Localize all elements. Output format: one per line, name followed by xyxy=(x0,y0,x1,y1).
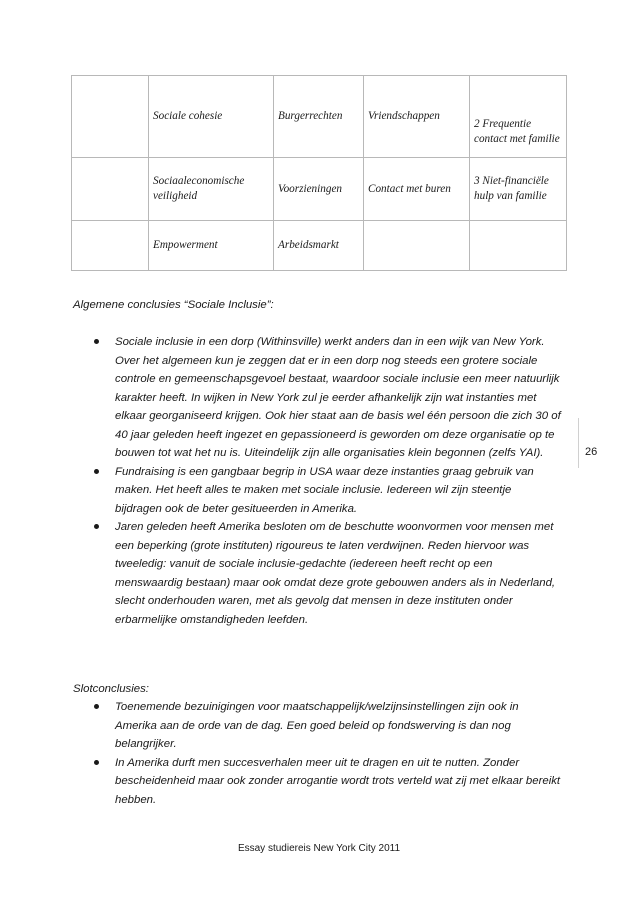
page-number-divider xyxy=(578,418,579,468)
table-cell xyxy=(72,158,149,221)
list-item: Sociale inclusie in een dorp (Withinsville) werkt anders dan in een wijk van New York. Over het algemeen kun je zeggen dat er in een dorp nog steeds een grotere sociale controle en gemeenschapsgevoel bestaat, waardoor sociale inclusie een meer natuurlijk karakter heeft. In wijken in New York zul je eerder afhankelijk zijn wat instanties met elkaar georganiseerd krijgen. Ook hier staat aan de basis wel één persoon die zich 30 of 40 jaar geleden heeft ingezet en gepassioneerd is geworden om deze organisatie op te bouwen tot wat het nu is. Uiteindelijk zijn alle organisaties klein begonnen (zelfs YAI). xyxy=(91,333,561,463)
table-cell: Sociaaleconomische veiligheid xyxy=(149,158,274,221)
table-cell: Arbeidsmarkt xyxy=(274,221,364,271)
list-item: Jaren geleden heeft Amerika besloten om de beschutte woonvormen voor mensen met een beperking (grote instituten) rigoureus te laten verdwijnen. Reden hiervoor was tweeledig: vanuit de sociale inclusie-gedachte (iedereen heeft recht op een menswaardig bestaan) maar ook omdat deze grote gebouwen anders als in Nederland, slecht onderhouden waren, met als gevolg dat mensen in deze instituten onder erbarmelijke omstandigheden leefden. xyxy=(91,518,561,629)
bullet-icon xyxy=(94,469,99,474)
page-footer: Essay studiereis New York City 2011 xyxy=(237,843,401,854)
list-item: In Amerika durft men succesverhalen meer uit te dragen en uit te nutten. Zonder bescheidenheid maar ook zonder arrogantie wordt trots verteld wat zij met elkaar bereikt hebben. xyxy=(91,754,561,810)
table-cell xyxy=(72,76,149,158)
table-cell: Empowerment xyxy=(149,221,274,271)
table-cell: Sociale cohesie xyxy=(149,76,274,158)
page-number: 26 xyxy=(585,446,598,458)
final-conclusions-list xyxy=(91,698,561,809)
bullet-icon xyxy=(94,524,99,529)
table-cell: Contact met buren xyxy=(364,158,470,221)
table-cell: Voorzieningen xyxy=(274,158,364,221)
list-item: Fundraising is een gangbaar begrip in USA waar deze instanties graag gebruik van maken. Het heeft alles te maken met sociale inclusie. Iedereen wil zijn steentje bijdragen ook de beter gesitueerden in Amerika. xyxy=(91,463,561,519)
table-cell: Vriendschappen xyxy=(364,76,470,158)
list-item: Toenemende bezuinigingen voor maatschappelijk/welzijnsinstellingen zijn ook in Amerika aan de orde van de dag. Een goed beleid op fondswerving is dan nog belangrijker. xyxy=(91,698,561,754)
bullet-icon xyxy=(94,704,99,709)
table-cell: Burgerrechten xyxy=(274,76,364,158)
table-row xyxy=(72,158,567,221)
table-cell xyxy=(72,221,149,271)
table-row xyxy=(72,76,567,158)
table-cell: 3 Niet-financiële hulp van familie xyxy=(470,158,567,221)
table-cell xyxy=(470,221,567,271)
section-heading-social-inclusion: Algemene conclusies “Sociale Inclusie”: xyxy=(73,299,274,311)
conclusions-list xyxy=(91,333,561,629)
indicator-table xyxy=(71,75,567,271)
section-heading-final-conclusions: Slotconclusies: xyxy=(73,683,149,695)
table-cell xyxy=(364,221,470,271)
table-row xyxy=(72,221,567,271)
table-cell: 2 Frequentie contact met familie xyxy=(470,76,567,158)
bullet-icon xyxy=(94,339,99,344)
bullet-icon xyxy=(94,760,99,765)
